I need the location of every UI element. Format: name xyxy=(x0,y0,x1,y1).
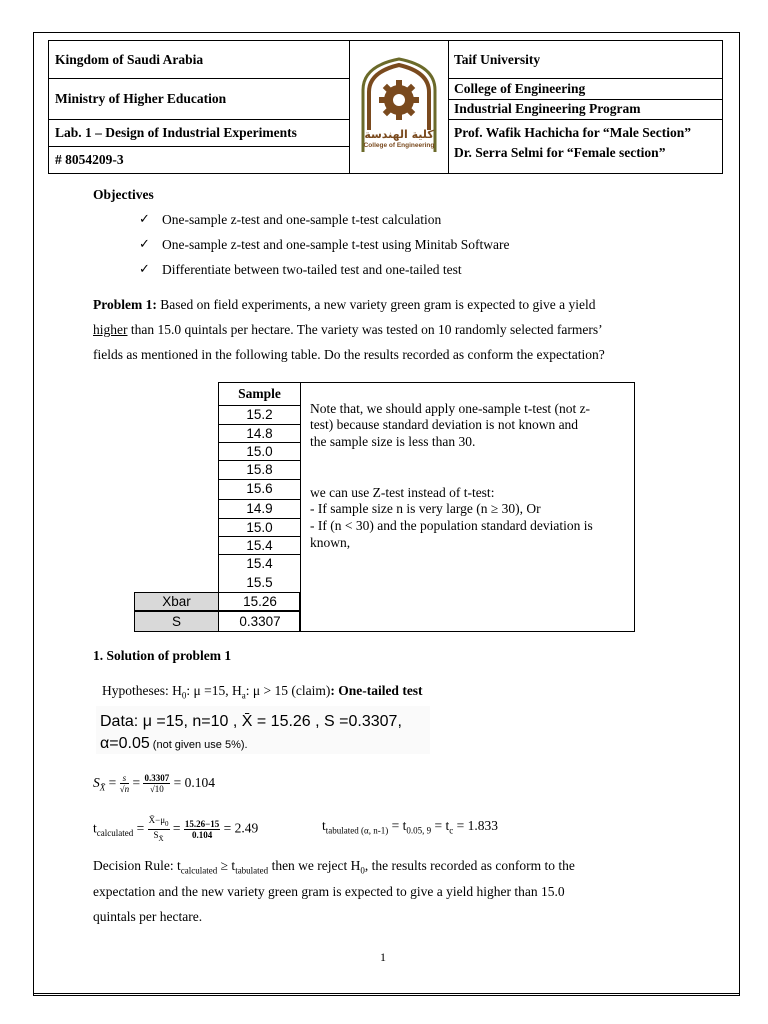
header-instructor-male: Prof. Wafik Hachicha for “Male Section” xyxy=(454,125,691,140)
header-kingdom: Kingdom of Saudi Arabia xyxy=(55,51,204,67)
note-line: - If (n < 30) and the population standard deviation is xyxy=(310,518,593,533)
t-calculated-formula: $t_{calculated}$ = $\frac{X̄-\mu_0}{S_{X̄}}$ = $\frac{15.26-15}{0.104}$ = 2.49 xyxy=(93,815,259,843)
objectives-title: Objectives xyxy=(93,187,154,202)
objective-item: One-sample z-test and one-sample t-test calculation xyxy=(162,212,442,227)
sample-cell: 15.6 xyxy=(246,481,273,496)
note-line: we can use Z-test instead of t-test: xyxy=(310,485,495,500)
sample-cell: 15.8 xyxy=(246,462,273,477)
sample-cell: 15.0 xyxy=(246,520,273,535)
objective-item: Differentiate between two-tailed test and one-tailed test xyxy=(162,262,462,277)
sample-cell: 15.4 xyxy=(246,538,273,553)
header-instructor-female: Dr. Serra Selmi for “Female section” xyxy=(454,145,666,160)
note-line: known, xyxy=(310,535,351,550)
sample-cell: 14.8 xyxy=(246,426,273,441)
sample-cell: 15.0 xyxy=(246,444,273,459)
xbar-row xyxy=(134,592,300,611)
sample-cell: 14.9 xyxy=(246,501,273,516)
page-border-bottom xyxy=(33,993,740,996)
data-line-2: α=0.05 (not given use 5%). xyxy=(100,735,248,752)
note-line: - If sample size n is very large (n ≥ 30), Or xyxy=(310,501,541,516)
s-row xyxy=(134,611,300,632)
data-line-1: Data: μ =15, n=10 , X̄ = 15.26 , S =0.3307, xyxy=(100,713,402,730)
solution-title: 1. Solution of problem 1 xyxy=(93,648,232,663)
t-tabulated-formula: $t_{tabulated (\alpha, n-1)} = t_{0.05, 9} = t_c = 1.833$ xyxy=(322,818,498,836)
decision-rule-line-2: expectation and the new variety green gram is expected to give a yield higher than 15.0 xyxy=(93,884,565,899)
objective-item: One-sample z-test and one-sample t-test using Minitab Software xyxy=(162,237,510,252)
hypotheses-line: Hypotheses: $H_0$: μ =15, $H_a$: μ > 15 (claim): One-tailed test xyxy=(102,683,423,701)
s-label: S xyxy=(135,612,219,631)
xbar-label: Xbar xyxy=(135,593,219,610)
sample-header: Sample xyxy=(238,386,281,401)
logo-english-text: College of Engineering xyxy=(363,142,435,149)
decision-rule-line-1: Decision Rule: $t_{calculated} \ge t_{tabulated}$ then we reject $H_0$, the results recorded as conform to the xyxy=(93,858,575,876)
college-logo xyxy=(357,56,441,156)
header-program: Industrial Engineering Program xyxy=(454,101,641,116)
note-line: test) because standard deviation is not known and xyxy=(310,417,579,432)
header-university: Taif University xyxy=(454,51,541,67)
header-ministry: Ministry of Higher Education xyxy=(55,90,227,106)
problem-label: Problem 1: xyxy=(93,297,157,312)
sample-cell: 15.4 xyxy=(246,556,273,571)
check-icon: ✓ xyxy=(139,261,150,276)
logo-arabic-text: كلية الهندسة xyxy=(364,128,434,141)
header-course-code: # 8054209-3 xyxy=(55,152,124,167)
xbar-value: 15.26 xyxy=(243,594,277,609)
decision-rule-line-3: quintals per hectare. xyxy=(93,909,203,924)
problem-line-2: higher than 15.0 quintals per hectare. The variety was tested on 10 randomly selected farmers’ xyxy=(93,322,603,337)
problem-line-1: Problem 1: Based on field experiments, a new variety green gram is expected to give a yield xyxy=(93,297,596,312)
note-line: the sample size is less than 30. xyxy=(310,434,476,449)
sample-cell: 15.5 xyxy=(246,575,273,590)
problem-line-3: fields as mentioned in the following table. Do the results recorded as conform the expectation? xyxy=(93,347,605,362)
check-icon: ✓ xyxy=(139,211,150,226)
s-value: 0.3307 xyxy=(239,614,281,629)
check-icon: ✓ xyxy=(139,236,150,251)
header-college: College of Engineering xyxy=(454,80,586,96)
header-divider-left xyxy=(349,41,350,173)
sx-formula: $S_{X̄}$ = $\frac{s}{√n}$ = $\frac{0.3307}{√10}$ = 0.104 xyxy=(93,773,215,795)
header-lab-title: Lab. 1 – Design of Industrial Experiments xyxy=(55,124,297,140)
sample-cell: 15.2 xyxy=(246,407,273,422)
page-number: 1 xyxy=(380,950,386,964)
note-line: Note that, we should apply one-sample t-test (not z- xyxy=(310,401,591,416)
